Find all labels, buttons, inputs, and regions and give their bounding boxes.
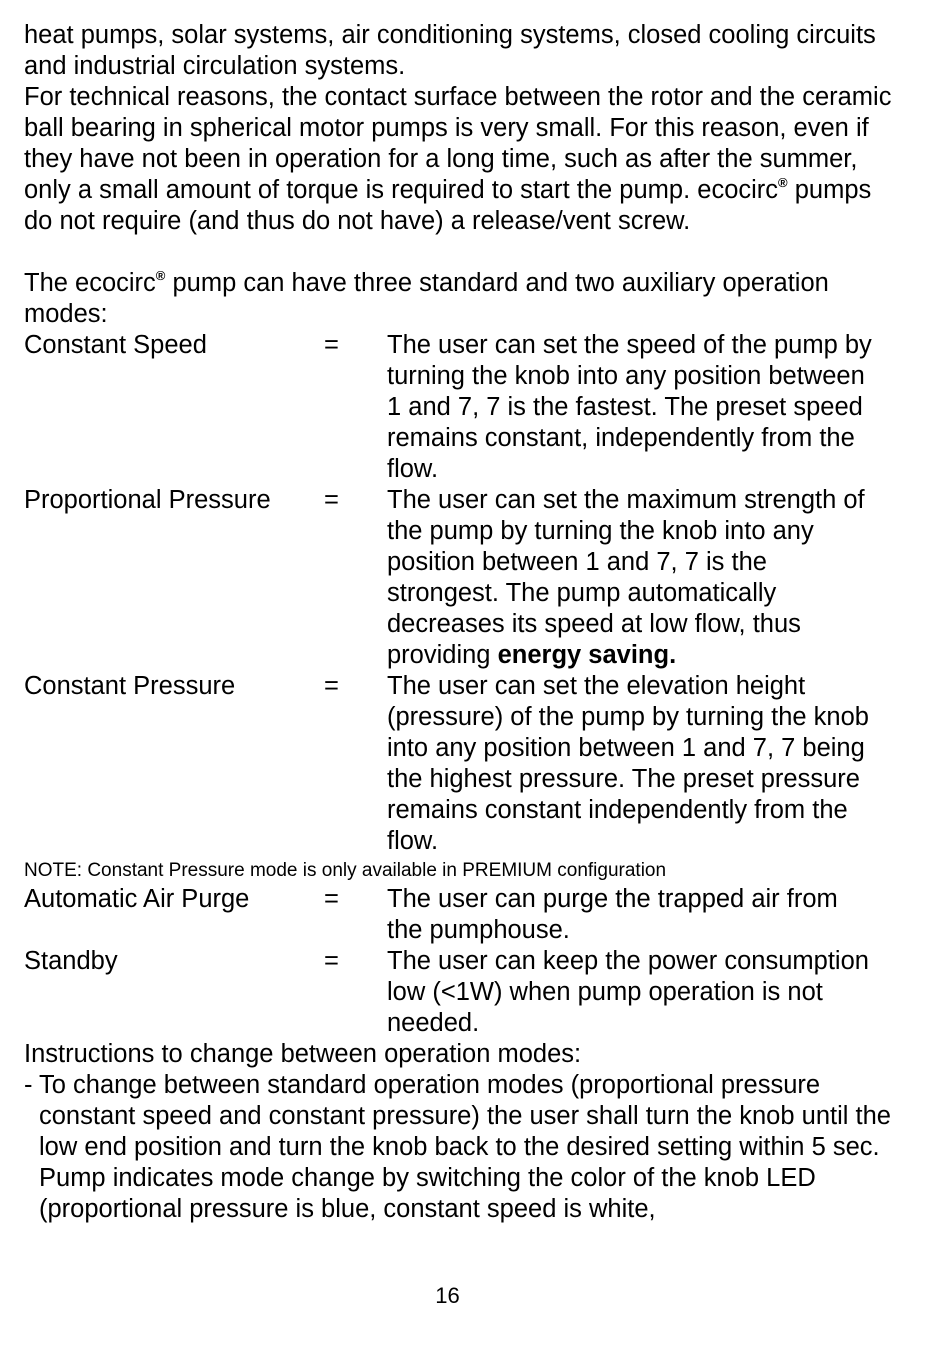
mode-proportional-pressure xyxy=(24,485,904,671)
modes-intro-text-b: pump can have three standard and two auxiliary operation modes: xyxy=(24,269,829,328)
mode-automatic-air-purge xyxy=(24,884,904,946)
page-number: 16 xyxy=(435,1283,460,1308)
mode-constant-speed xyxy=(24,330,904,485)
premium-configuration-note: NOTE: Constant Pressure mode is only available in PREMIUM configuration xyxy=(24,860,667,881)
mode-name: Standby xyxy=(24,947,118,975)
mode-description xyxy=(387,485,877,671)
registered-trademark-mark: ® xyxy=(778,175,788,190)
mode-equals-sign: = xyxy=(324,947,339,975)
bullet-dash: - xyxy=(24,1071,33,1099)
registered-trademark-mark: ® xyxy=(155,268,166,283)
intro-paragraph-1: heat pumps, solar systems, air conditioning systems, closed cooling circuits and industrial circulation systems. xyxy=(24,21,876,80)
intro-paragraph-2-text-a: For technical reasons, the contact surface between the rotor and the ceramic ball bearing in spherical motor pumps is very small. For this reason, even if they have not been in operation for a long time, such as after the summer, only a small amount of torque is required to start the pump. ecocirc xyxy=(24,83,892,204)
mode-name: Constant Pressure xyxy=(24,672,236,700)
energy-saving-emphasis: energy saving. xyxy=(497,641,677,669)
intro-paragraph-2 xyxy=(24,82,904,237)
instructions-heading: Instructions to change between operation modes: xyxy=(24,1040,582,1068)
mode-description: The user can purge the trapped air from the pumphouse. xyxy=(387,885,838,944)
mode-standby xyxy=(24,946,904,1039)
mode-description: The user can set the speed of the pump by turning the knob into any position between 1 and 7, 7 is the fastest. The preset speed remains constant, independently from the flow. xyxy=(387,331,872,483)
bullet-text: To change between standard operation modes (proportional pressure constant speed and constant pressure) the user shall turn the knob until the low end position and turn the knob back to the desired setting within 5 sec. Pump indicates mode change by switching the color of the knob LED (proportional pressure is blue, constant speed is white, xyxy=(39,1071,891,1223)
mode-name: Constant Speed xyxy=(24,331,207,359)
mode-equals-sign: = xyxy=(324,486,339,514)
mode-description: The user can set the elevation height (pressure) of the pump by turning the knob into any position between 1 and 7, 7 being the highest pressure. The preset pressure remains constant independently from the flow. xyxy=(387,672,869,855)
paragraph-spacer xyxy=(24,237,904,268)
modes-intro-paragraph xyxy=(24,268,904,330)
manual-page-body xyxy=(24,20,904,1225)
instructions-bullet-item xyxy=(24,1070,904,1225)
mode-constant-pressure xyxy=(24,671,904,857)
mode-name: Automatic Air Purge xyxy=(24,885,250,913)
mode-name: Proportional Pressure xyxy=(24,486,271,514)
mode-description: The user can keep the power consumption low (<1W) when pump operation is not needed. xyxy=(387,947,869,1037)
mode-equals-sign: = xyxy=(324,885,339,913)
mode-equals-sign: = xyxy=(324,672,339,700)
modes-intro-text-a: The ecocirc xyxy=(24,269,156,297)
mode-equals-sign: = xyxy=(324,331,339,359)
mode-description-text: The user can set the maximum strength of the pump by turning the knob into any position between 1 and 7, 7 is the strongest. The pump automatically decreases its speed at low flow, thus providing xyxy=(387,486,865,669)
intro-paragraph-2-text-b: pumps do not require (and thus do not have) a release/vent screw. xyxy=(24,176,872,235)
